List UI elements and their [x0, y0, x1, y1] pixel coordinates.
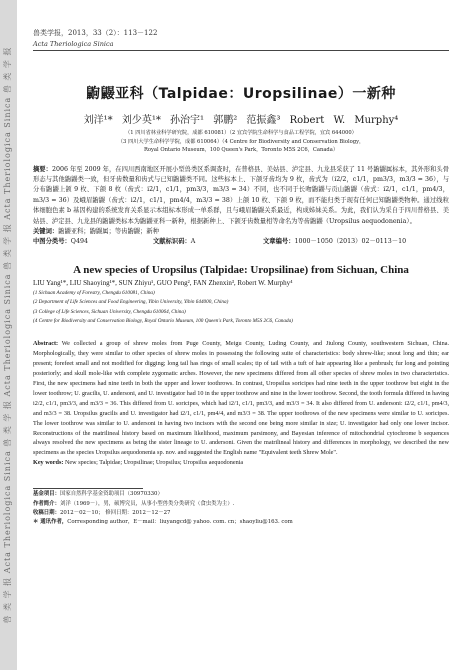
- authors-chinese: 刘洋¹* 刘少英¹* 孙治宇¹ 郭鹏² 范振鑫³ Robert W. Murphy⁴: [83, 115, 399, 126]
- footnote-text: 国家自然科学基金资助项目（30970330）: [59, 491, 163, 498]
- abstract-text: 2006 年至 2009 年，在四川西南地区开展小型兽类区系调查时，在普格县、美姑县、泸定县、九龙县采获了 11 号鼩鼹属标本，其外形和头骨形态与其他鼩鼹类一致，但牙齿数量和齿式与已知鼩鼹类不同。这些标本上、下颌牙齿均为 9 枚，齿式为（i2/2，c1/1，pm3/3，m3/3 = 36），与分布鼩鼹上颌 9 枚、下颌 8 枚（齿式：i2/1，c1/1，pm3/3，m3/3 = 34）不同，也不同于长吻鼩鼹与贡山鼩鼹（齿式：i2/1，c1/1，pm4/3，m3/3 = 36）及峨眉鼩鼹（齿式：i2/1，c1/1，pm4/4，m3/3 = 38）上颌 10 枚、下颌 9 枚，而不能归类于现有任何已知鼩鼹类物种。通过线粒体细胞色素 b 基因构建的系统发育关系显示本组标本形成一单系群，且与峨眉鼩鼹关系最近，构成姊妹关系。为此，我们认为采自于四川普格县、美姑县、泸定县、九龙县的鼩鼹类标本为鼩鼹亚科一新种，根据新种上、下颌牙齿数量相等命名为等齿鼩鼹（Uropsilus aequodonenia）。: [33, 165, 450, 225]
- article-number-value: 1000－1050（2013）02－0113－10: [294, 238, 407, 246]
- keywords-chinese: [33, 227, 449, 238]
- footnote-rule: [33, 488, 143, 489]
- footnote-label: 基金项目：: [33, 491, 60, 498]
- header-rule: [33, 50, 449, 51]
- keywords-label: Key words:: [33, 459, 64, 467]
- footnote-funding: [33, 490, 449, 499]
- footnote-label: 作者简介：: [33, 500, 60, 507]
- footnote-text: 刘洋（1969－），男，硕博究员，从事小型兽类分类研究（食虫类为主）.: [59, 500, 235, 507]
- affiliation-line: Royal Ontario Museum，100 Queen's Park，Toronto M5S 2C6，Canada）: [143, 147, 339, 153]
- affiliations-chinese: [33, 129, 449, 155]
- keywords-english: [33, 458, 449, 468]
- abstract-text: We collected a group of shrew moles from Puge County, Meigu County, Luding County, and Jiulong County, southwestern Sichuan, China. Morphologically, they were similar to other species of shrew moles in possessing the following suite of characteristics: body shrew-like; snout long and thin; ear present; forefeet small and not modified for digging; long tail has rings of small scales; tip of tail with a tuft of hair appearing like a penbrush; fur long and pointing posteriorly; and skull mole-like with complete zygomatic arches. However, the new specimens differed from all other species of shrew moles in two characteristics. First, the new specimens had nine teeth in both the upper and lower toothrows. In contrast, Uropsilus soricipes had nine teeth in the upper toothrow but eight in the lower toothrow; U. gracilis, U. andersoni, and U. investigator had 10 in the upper toothrow and nine in the lower toothrow. Second, the tooth formula differed in having i2/2, c1/1, pm3/3, and m3/3 = 36. This differed from U. soricipes, which had i2/1, c1/1, pm3/3, and m3/3 = 34. It also differed from U. andersoni: i2/2, c1/1, pm4/3, and m3/3 = 38. Uropsilus gracilis and U. investigator had i2/1, c1/1, pm4/4, and m3/3 = 38. The upper toothrows of the new specimens were similar to U. soricipes. The lower toothrow was similar to U. andersoni in having two incisors with the second one being more similar in size; U. investigator had only one lower incisor. Reconstructions of the matrilineal history based on maximum likelihood, maximum parsimony, and Bayesian inference of mitochondrial cytochrome b sequences always resolved the new specimens as being the sister lineage to U. andersoni. Given the matrilineal history and differences in morphology, we described the new specimens as the species Uropsilus aequodonenia sp. nov. and suggested the English name "Equivalent teeth Shrew Mole".: [33, 339, 449, 457]
- affiliation-line: (3 College of Life Sciences, Sichuan University, Chengdu 610064, China): [33, 308, 186, 315]
- title-chinese: 鼩鼹亚科（Talpidae：Uropsilinae）一新种: [86, 86, 396, 102]
- doc-code-value: A: [190, 238, 196, 246]
- footnote-author-bio: [33, 500, 449, 509]
- doc-code-label: 文献标识码：: [153, 238, 191, 246]
- article-number-label: 文章编号：: [263, 238, 295, 246]
- keywords-text: New species; Talpidae; Uropsilinae; Uropsilus; Uropsilus aequodonenia: [64, 459, 244, 467]
- clc-value: Q494: [70, 238, 88, 246]
- footnote-text: Corresponding author，E－mail：liuyangcd@ yahoo. com. cn；shaoyliu@163. com: [67, 519, 293, 526]
- affiliations-english: [33, 289, 449, 327]
- clc-label: 中图分类号：: [33, 238, 71, 246]
- journal-citation: 兽类学报，2013，33（2）：113－122: [33, 29, 158, 37]
- abstract-chinese: [33, 165, 449, 227]
- footnotes: [33, 490, 449, 527]
- affiliation-line: (1 Sichuan Academy of Forestry, Chengdu 610081, China): [33, 289, 155, 296]
- classification-row: [33, 237, 449, 248]
- journal-name: Acta Theriologica Sinica: [33, 40, 114, 48]
- abstract-label: Abstract:: [33, 339, 59, 347]
- affiliation-line: （1 四川省林业科学研究院，成都 610081）（2 宜宾学院生命科学与食品工程学院，宜宾 644000）: [125, 130, 357, 136]
- footnote-text: 2012－02－10； 修回日期：2012－12－27: [59, 509, 171, 516]
- authors-english: LIU Yang¹*, LIU Shaoying¹*, SUN Zhiyu¹, GUO Peng², FAN Zhenxin³, Robert W. Murphy⁴: [33, 278, 293, 287]
- footnote-corresponding: [33, 518, 449, 527]
- abstract-label: 摘要：: [33, 165, 52, 173]
- article-page: [33, 28, 449, 528]
- affiliation-line: （3 四川大学生命科学学院，成都 610064）（4 Centre for Biodiversity and Conservation Biology，: [117, 138, 365, 145]
- footnote-label: 收稿日期：: [33, 509, 60, 516]
- keywords-text: 鼩鼹亚科；鼩鼹属；等齿鼩鼹；新种: [58, 227, 159, 235]
- side-band-text: 兽 类 学 报 Acta Theriologica Sinica 兽 类 学 报 Acta Theriologica Sinica 兽 类 学 报 Acta Theriologica Sinica 兽 类 学 报: [3, 46, 12, 624]
- footnote-label: ＊ 通讯作者，: [33, 519, 68, 526]
- footnote-dates: [33, 509, 449, 518]
- side-band: [0, 0, 17, 670]
- title-english: A new species of Uropsilus (Talpidae: Uropsilinae) from Sichuan, China: [73, 263, 409, 276]
- keywords-label: 关键词：: [33, 227, 59, 235]
- affiliation-line: (2 Department of Life Sciences and Food Engineering, Yibin University, Yibin 644000, China): [33, 299, 229, 306]
- abstract-english: [33, 339, 449, 458]
- affiliation-line: (4 Centre for Biodiversity and Conservation Biology, Royal Ontario Museum, 100 Queen's Park, Toronto M5S 2C6, Canada): [33, 318, 293, 325]
